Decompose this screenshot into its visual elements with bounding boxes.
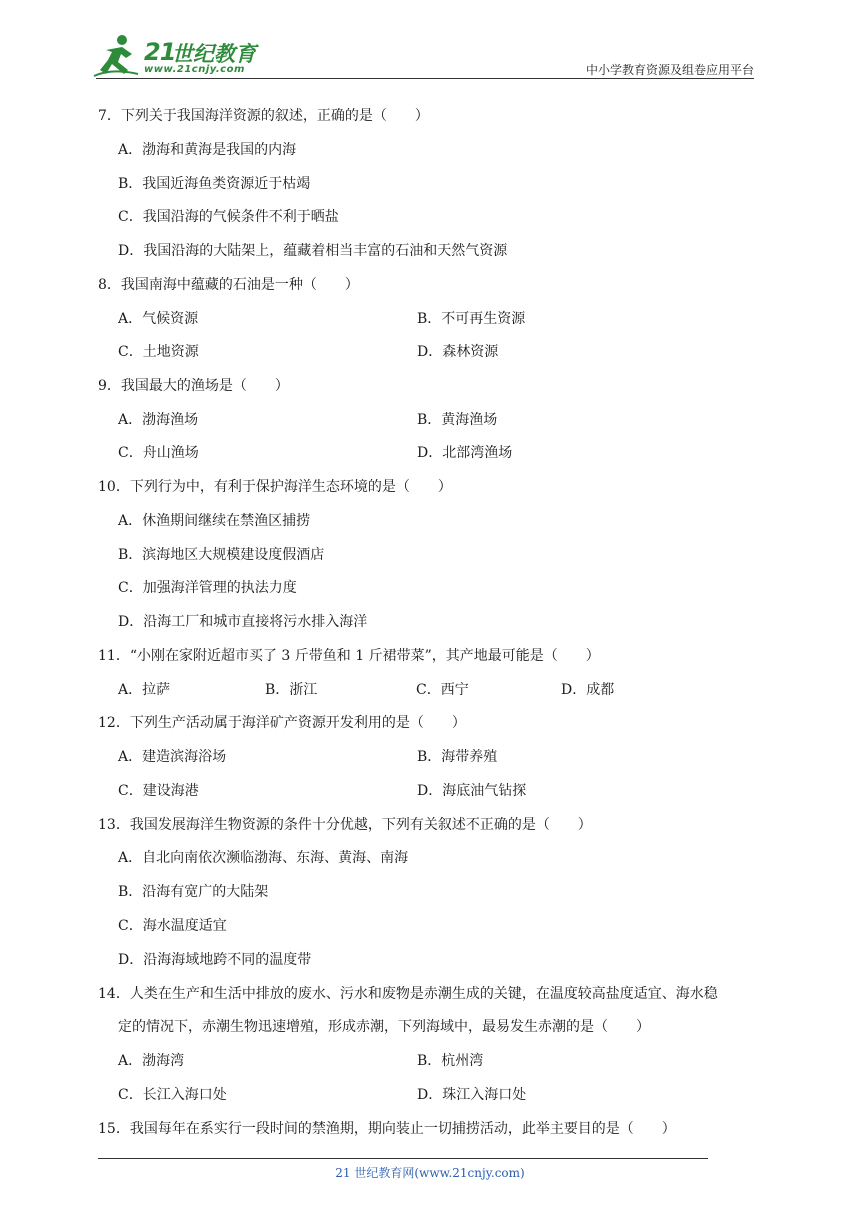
option: A．休渔期间继续在禁渔区捕捞 (118, 513, 311, 529)
option: B．滨海地区大规模建设度假酒店 (118, 547, 325, 563)
logo-url: www.21cnjy.com (144, 64, 245, 75)
logo-text: 世纪教育 (172, 42, 256, 66)
question-stem: 13．我国发展海洋生物资源的条件十分优越，下列有关叙述不正确的是（ ） (98, 817, 592, 833)
option: D．沿海工厂和城市直接将污水排入海洋 (118, 614, 368, 630)
option: B．海带养殖 (417, 749, 498, 765)
logo-number: 21 (144, 38, 176, 66)
option: A．拉萨 (118, 682, 171, 698)
option: A．渤海渔场 (118, 412, 199, 428)
option: A．气候资源 (118, 311, 199, 327)
option: D．北部湾渔场 (417, 445, 513, 461)
footer-divider (98, 1158, 708, 1159)
option: C．我国沿海的气候条件不利于晒盐 (118, 209, 339, 225)
option: C．建设海港 (118, 783, 199, 799)
option: D．珠江入海口处 (417, 1087, 527, 1103)
option: B．浙江 (265, 682, 318, 698)
option: B．沿海有宽广的大陆架 (118, 884, 269, 900)
option: A．渤海和黄海是我国的内海 (118, 142, 297, 158)
option: D．我国沿海的大陆架上，蕴藏着相当丰富的石油和天然气资源 (118, 243, 508, 259)
option: A．自北向南依次濒临渤海、东海、黄海、南海 (118, 850, 409, 866)
site-logo[interactable] (92, 34, 262, 78)
option: C．土地资源 (118, 344, 199, 360)
option: C．加强海洋管理的执法力度 (118, 580, 297, 596)
platform-name: 中小学教育资源及组卷应用平台 (585, 63, 754, 77)
page-header (0, 0, 860, 80)
option: B．杭州湾 (417, 1053, 484, 1069)
option: C．海水温度适宜 (118, 918, 227, 934)
option: A．渤海湾 (118, 1053, 185, 1069)
option: A．建造滨海浴场 (118, 749, 227, 765)
option: C．舟山渔场 (118, 445, 199, 461)
option: B．我国近海鱼类资源近于枯竭 (118, 176, 311, 192)
option: D．沿海海域地跨不同的温度带 (118, 952, 312, 968)
question-stem: 10．下列行为中，有利于保护海洋生态环境的是（ ） (98, 479, 452, 495)
question-stem: 15．我国每年在系实行一段时间的禁渔期，期向装止一切捕捞活动，此举主要目的是（ ） (98, 1121, 676, 1137)
header-divider (96, 78, 754, 79)
option: C．西宁 (416, 682, 469, 698)
question-stem: 11．“小刚在家附近超市买了 3 斤带鱼和 1 斤裙带菜”，其产地最可能是（ ） (98, 648, 600, 664)
option: D．森林资源 (417, 344, 499, 360)
option: D．海底油气钻探 (417, 783, 527, 799)
question-stem: 8．我国南海中蕴藏的石油是一种（ ） (98, 277, 359, 293)
option: B．不可再生资源 (417, 311, 526, 327)
runner-logo-icon (92, 34, 144, 78)
question-stem: 9．我国最大的渔场是（ ） (98, 378, 289, 394)
option: C．长江入海口处 (118, 1087, 227, 1103)
footer-link[interactable]: 21 世纪教育网(www.21cnjy.com) (335, 1166, 525, 1180)
question-stem: 14．人类在生产和生活中排放的废水、污水和废物是赤潮生成的关键，在温度较高盐度适宜、海水稳 (98, 986, 718, 1002)
question-stem-continued: 定的情况下，赤潮生物迅速增殖，形成赤潮，下列海域中，最易发生赤潮的是（ ） (118, 1019, 650, 1035)
question-stem: 12．下列生产活动属于海洋矿产资源开发利用的是（ ） (98, 715, 466, 731)
option: B．黄海渔场 (417, 412, 498, 428)
question-stem: 7．下列关于我国海洋资源的叙述，正确的是（ ） (98, 108, 429, 124)
option: D．成都 (561, 682, 615, 698)
